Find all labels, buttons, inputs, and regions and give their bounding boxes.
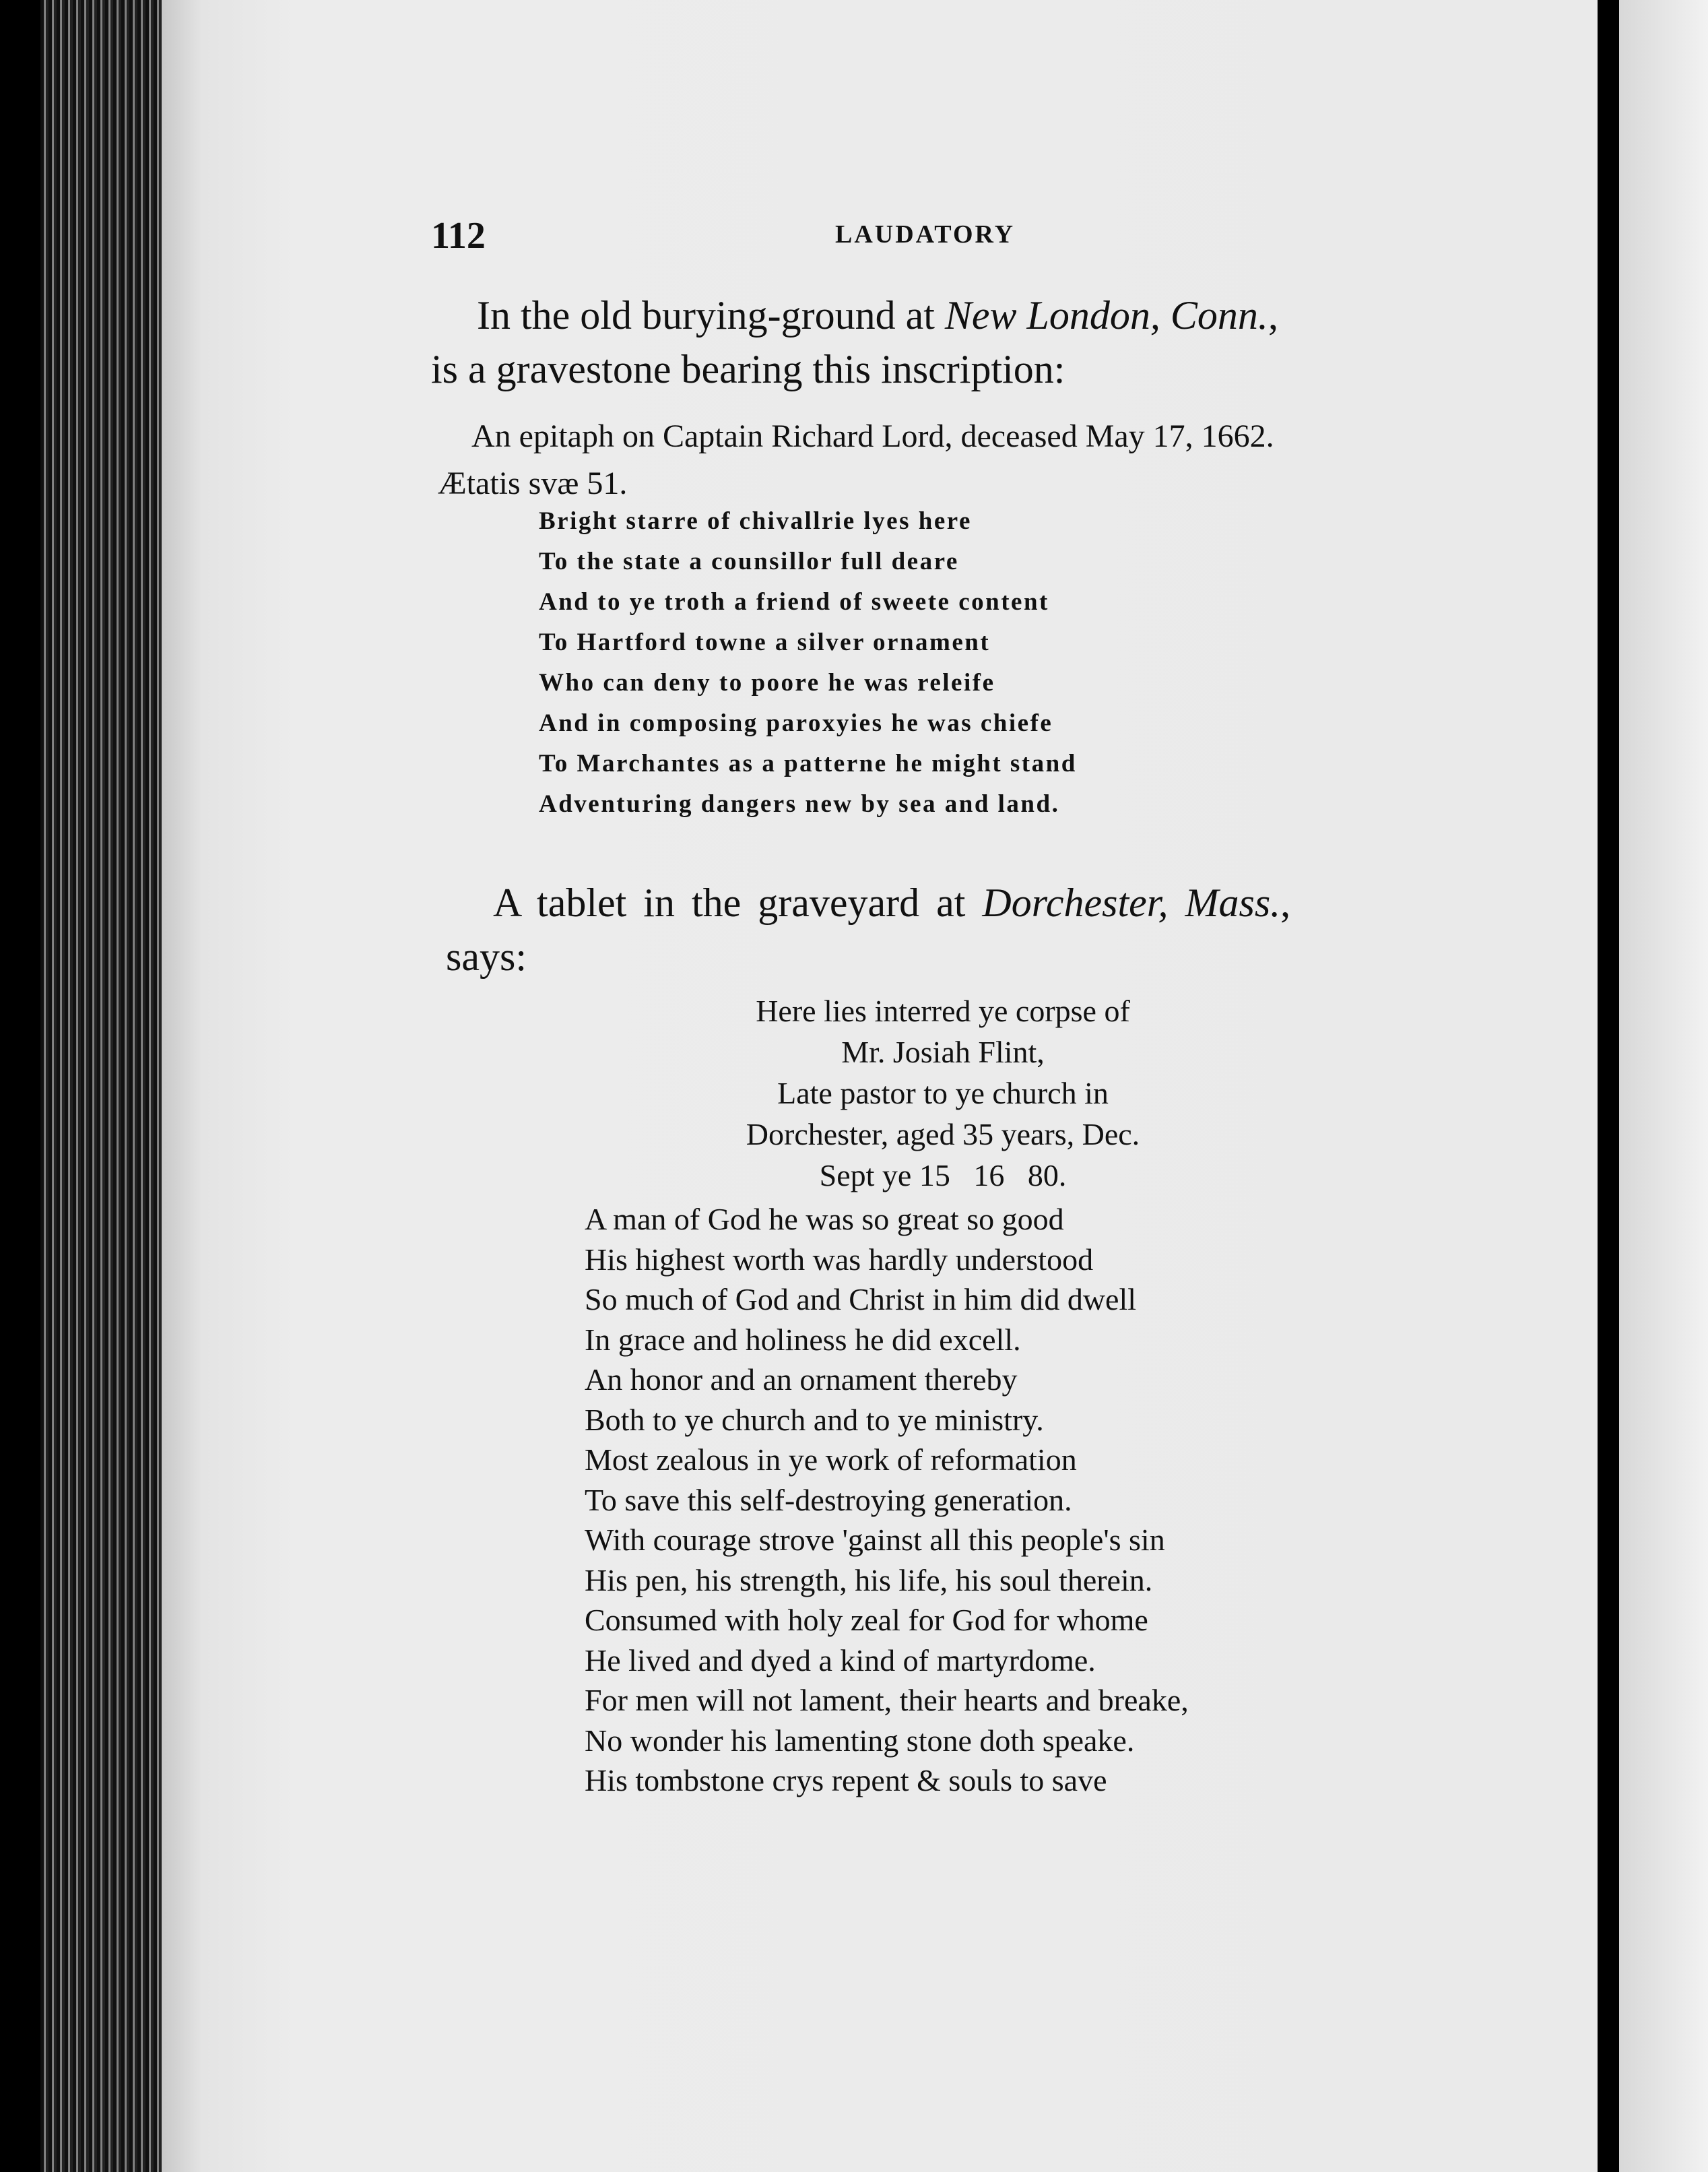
poem-line: An honor and an ornament thereby bbox=[585, 1362, 1018, 1397]
poem-line: Most zealous in ye work of reformation bbox=[585, 1442, 1077, 1477]
tablet-heading-line: Late pastor to ye church in bbox=[777, 1076, 1109, 1110]
poem-line: To save this self-destroying generation. bbox=[585, 1482, 1072, 1517]
epitaph-age: Ætatis svæ 51. bbox=[438, 466, 628, 501]
poem-line: For men will not lament, their hearts and breake, bbox=[585, 1683, 1189, 1717]
place-new-london: New London, Conn. bbox=[944, 293, 1268, 338]
inscription-line: To Marchantes as a patterne he might stand bbox=[539, 750, 1077, 777]
section2-intro bbox=[446, 876, 1291, 984]
section1-intro-line2: is a gravestone bearing this inscription: bbox=[431, 347, 1065, 391]
tablet-poem bbox=[585, 1199, 1189, 1801]
inscription-line: And in composing paroxyies he was chiefe bbox=[539, 709, 1053, 737]
poem-line: With courage strove 'gainst all this people's sin bbox=[585, 1523, 1165, 1557]
page-edges bbox=[40, 0, 175, 2172]
poem-line: No wonder his lamenting stone doth speake. bbox=[585, 1723, 1135, 1758]
inscription-line: Adventuring dangers new by sea and land. bbox=[539, 790, 1060, 818]
poem-line: His highest worth was hardly understood bbox=[585, 1242, 1094, 1277]
tablet-heading bbox=[599, 990, 1286, 1196]
poem-line: So much of God and Christ in him did dwell bbox=[585, 1282, 1137, 1316]
poem-line: His tombstone crys repent & souls to save bbox=[585, 1763, 1107, 1797]
epitaph-caption: An epitaph on Captain Richard Lord, deceased May 17, 1662. bbox=[471, 418, 1274, 454]
inscription-line: Who can deny to poore he was releife bbox=[539, 669, 995, 697]
tablet-heading-line: Dorchester, aged 35 years, Dec. bbox=[746, 1117, 1140, 1151]
section1-intro bbox=[431, 288, 1278, 396]
place-dorchester: Dorchester, Mass. bbox=[982, 881, 1281, 925]
gutter-shadow bbox=[1598, 0, 1619, 2172]
tablet-heading-line: Mr. Josiah Flint, bbox=[841, 1035, 1045, 1069]
facing-page-edge bbox=[1619, 0, 1708, 2172]
poem-line: His pen, his strength, his life, his soul therein. bbox=[585, 1562, 1153, 1597]
poem-line: In grace and holiness he did excell. bbox=[585, 1322, 1021, 1357]
section2-intro-line2: says: bbox=[446, 934, 527, 979]
inscription-line: To the state a counsillor full deare bbox=[539, 548, 959, 575]
page-number: 112 bbox=[431, 215, 486, 257]
section2-intro-line1: A tablet in the graveyard at Dorchester, Mass., bbox=[493, 881, 1291, 925]
poem-line: A man of God he was so great so good bbox=[585, 1202, 1064, 1236]
section1-intro-line1: In the old burying-ground at New London, Conn., bbox=[477, 293, 1278, 338]
inscription-lord bbox=[539, 501, 1077, 825]
page-header bbox=[431, 214, 1441, 261]
tablet-heading-line: Here lies interred ye corpse of bbox=[756, 994, 1130, 1028]
inscription-line: Bright starre of chivallrie lyes here bbox=[539, 507, 972, 535]
tablet-heading-line: Sept ye 15 16 80. bbox=[819, 1158, 1067, 1192]
poem-line: Both to ye church and to ye ministry. bbox=[585, 1402, 1044, 1437]
poem-line: He lived and dyed a kind of martyrdome. bbox=[585, 1642, 1096, 1678]
inscription-line: And to ye troth a friend of sweete content bbox=[539, 588, 1049, 616]
running-head: LAUDATORY bbox=[835, 220, 1016, 249]
poem-line: Consumed with holy zeal for God for whome bbox=[585, 1603, 1148, 1637]
inscription-line: To Hartford towne a silver ornament bbox=[539, 629, 991, 656]
